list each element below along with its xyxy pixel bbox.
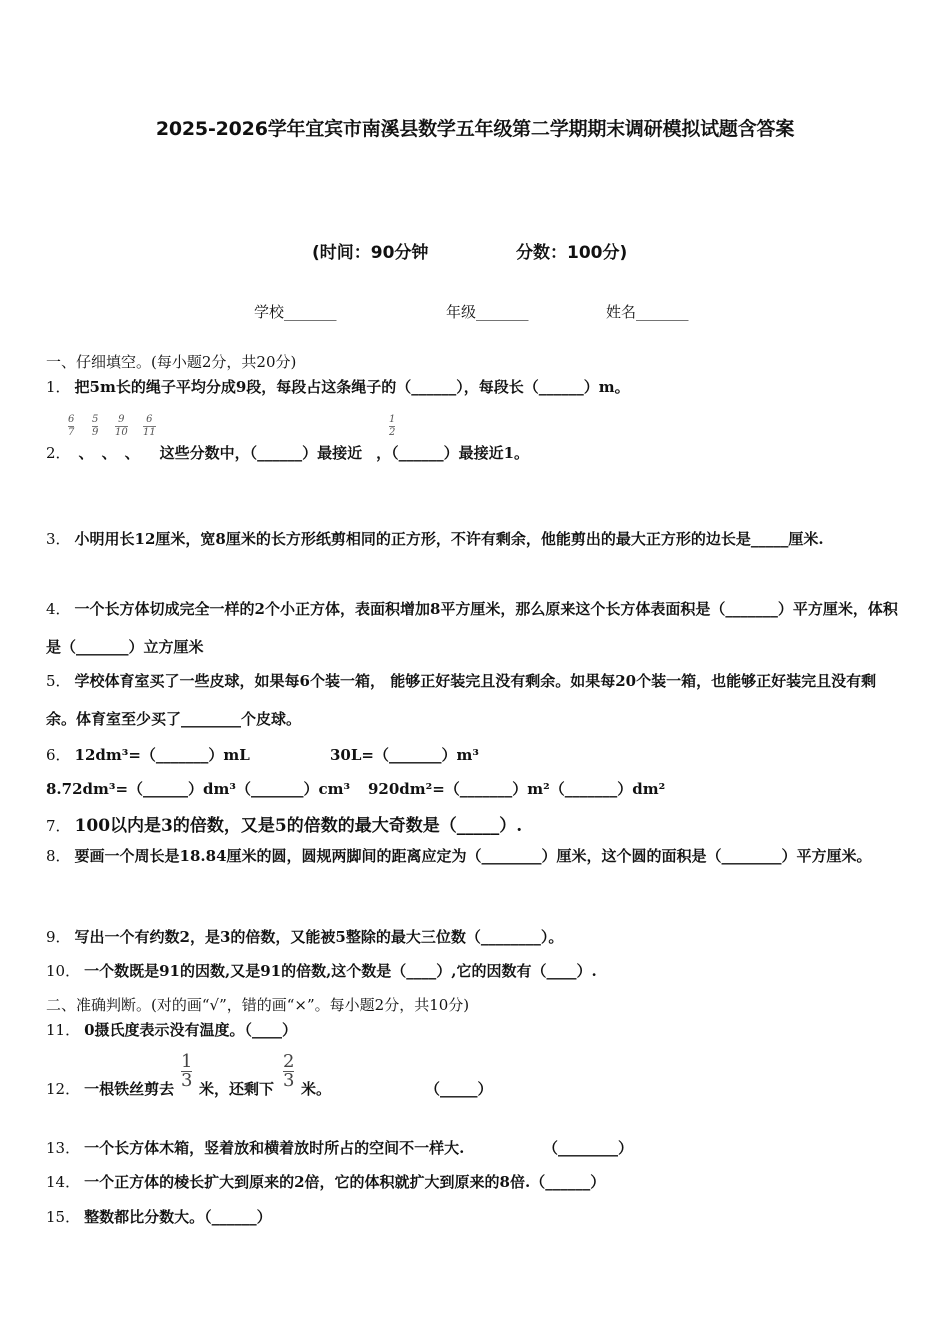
question-number: 6．: [46, 746, 71, 764]
fraction-1-3: $\frac{1}{3}$: [181, 1051, 193, 1091]
question-4: [46, 590, 904, 666]
question-text: 100以内是3的倍数，又是5的倍数的最大奇数是（_____）.: [74, 816, 523, 836]
question-number: 14．: [46, 1173, 81, 1191]
question-8: [46, 837, 904, 875]
separator: 、: [78, 444, 94, 462]
separator: 、: [101, 444, 117, 462]
question-12: [46, 1078, 174, 1099]
question-text: 一个长方体木箱，竖着放和横着放时所占的空间不一样大.: [84, 1139, 465, 1157]
question-text: 一个长方体切成完全一样的2个小正方体，表面积增加8平方厘米，那么原来这个长方体表面积是（_______）平方厘米，体积是（_______）立方厘米: [46, 600, 898, 656]
question-text: 整数都比分数大。（______）: [84, 1208, 272, 1226]
question-3: [46, 520, 904, 558]
answer-blank: （_____）: [425, 1080, 493, 1098]
question-text: 0摄氏度表示没有温度。（____）: [84, 1021, 298, 1039]
conversion-c: 8.72dm³=（______）dm³（_______）cm³: [46, 780, 351, 798]
question-5: [46, 662, 904, 738]
question-number: 10．: [46, 962, 81, 980]
question-number: 2．: [46, 444, 71, 462]
question-1: [46, 376, 630, 397]
fraction-9-10: $\frac{9}{10}$: [115, 414, 128, 438]
question-text: 一个正方体的棱长扩大到原来的2倍，它的体积就扩大到原来的8倍.（______）: [84, 1173, 606, 1191]
question-text: 一个数既是91的因数,又是91的倍数,这个数是（____）,它的因数有（____）.: [84, 962, 597, 980]
question-9: [46, 926, 563, 947]
fraction-6-11: $\frac{6}{11}$: [143, 414, 156, 438]
answer-blank: （________）: [543, 1139, 634, 1157]
question-number: 12．: [46, 1080, 81, 1098]
fraction-2-3: $\frac{2}{3}$: [283, 1051, 295, 1091]
section-2-heading: 二、准确判断。(对的画“√”，错的画“×”。每小题2分，共10分): [46, 996, 470, 1014]
question-14: [46, 1171, 605, 1192]
conversion-b: 30L=（_______）m³: [330, 746, 479, 764]
question-number: 13．: [46, 1139, 81, 1157]
question-number: 9．: [46, 928, 71, 946]
question-text-end: 米。: [301, 1080, 332, 1098]
question-number: 11．: [46, 1021, 81, 1039]
fraction-1-2: $\frac{1}{2}$: [389, 414, 396, 438]
fraction-6-7: $\frac{6}{7}$: [68, 414, 75, 438]
question-11: [46, 1019, 297, 1040]
conversion-d: 920dm²=（_______）m²（_______）dm²: [368, 780, 666, 798]
separator: 、: [124, 444, 140, 462]
question-text-end: ，（______）最接近1。: [376, 444, 530, 462]
question-15: [46, 1206, 272, 1227]
question-text: 把5m长的绳子平均分成9段，每段占这条绳子的（______），每段长（______）m。: [74, 378, 630, 396]
question-13: [46, 1137, 464, 1158]
question-number: 15．: [46, 1208, 81, 1226]
question-number: 5．: [46, 672, 71, 690]
grade-field: 年级_______: [446, 303, 529, 321]
question-7: [46, 811, 522, 836]
question-text: 写出一个有约数2，是3的倍数，又能被5整除的最大三位数（________）。: [74, 928, 564, 946]
question-10: [46, 960, 597, 981]
exam-time: (时间：90分钟: [312, 243, 429, 263]
question-number: 1．: [46, 378, 71, 396]
question-number: 4．: [46, 600, 71, 618]
question-number: 8．: [46, 847, 71, 865]
section-1-heading: 一、仔细填空。(每小题2分，共20分): [46, 353, 297, 371]
question-text: 这些分数中，（______）最接近: [159, 444, 363, 462]
question-text: 要画一个周长是18.84厘米的圆，圆规两脚间的距离应定为（________）厘米，这个圆的面积是（________）平方厘米。: [74, 847, 872, 865]
exam-score: 分数：100分): [516, 243, 628, 263]
question-6: [46, 744, 250, 765]
school-field: 学校_______: [254, 303, 337, 321]
fraction-5-9: $\frac{5}{9}$: [92, 414, 99, 438]
question-number: 7．: [46, 817, 71, 835]
question-text: 一根铁丝剪去: [84, 1080, 175, 1098]
question-text: 学校体育室买了一些皮球，如果每6个装一箱， 能够正好装完且没有剩余。如果每20个装一箱，也能够正好装完且没有剩余。体育室至少买了________个皮球。: [46, 672, 877, 728]
conversion-a: 12dm³=（_______）mL: [74, 746, 250, 764]
question-text-mid: 米，还剩下: [199, 1080, 275, 1098]
question-text: 小明用长12厘米，宽8厘米的长方形纸剪相同的正方形，不许有剩余，他能剪出的最大正方形的边长是_____厘米.: [74, 530, 824, 548]
question-number: 3．: [46, 530, 71, 548]
name-field: 姓名_______: [606, 303, 689, 321]
page-title: 2025-2026学年宜宾市南溪县数学五年级第二学期期末调研模拟试题含答案: [155, 118, 795, 140]
